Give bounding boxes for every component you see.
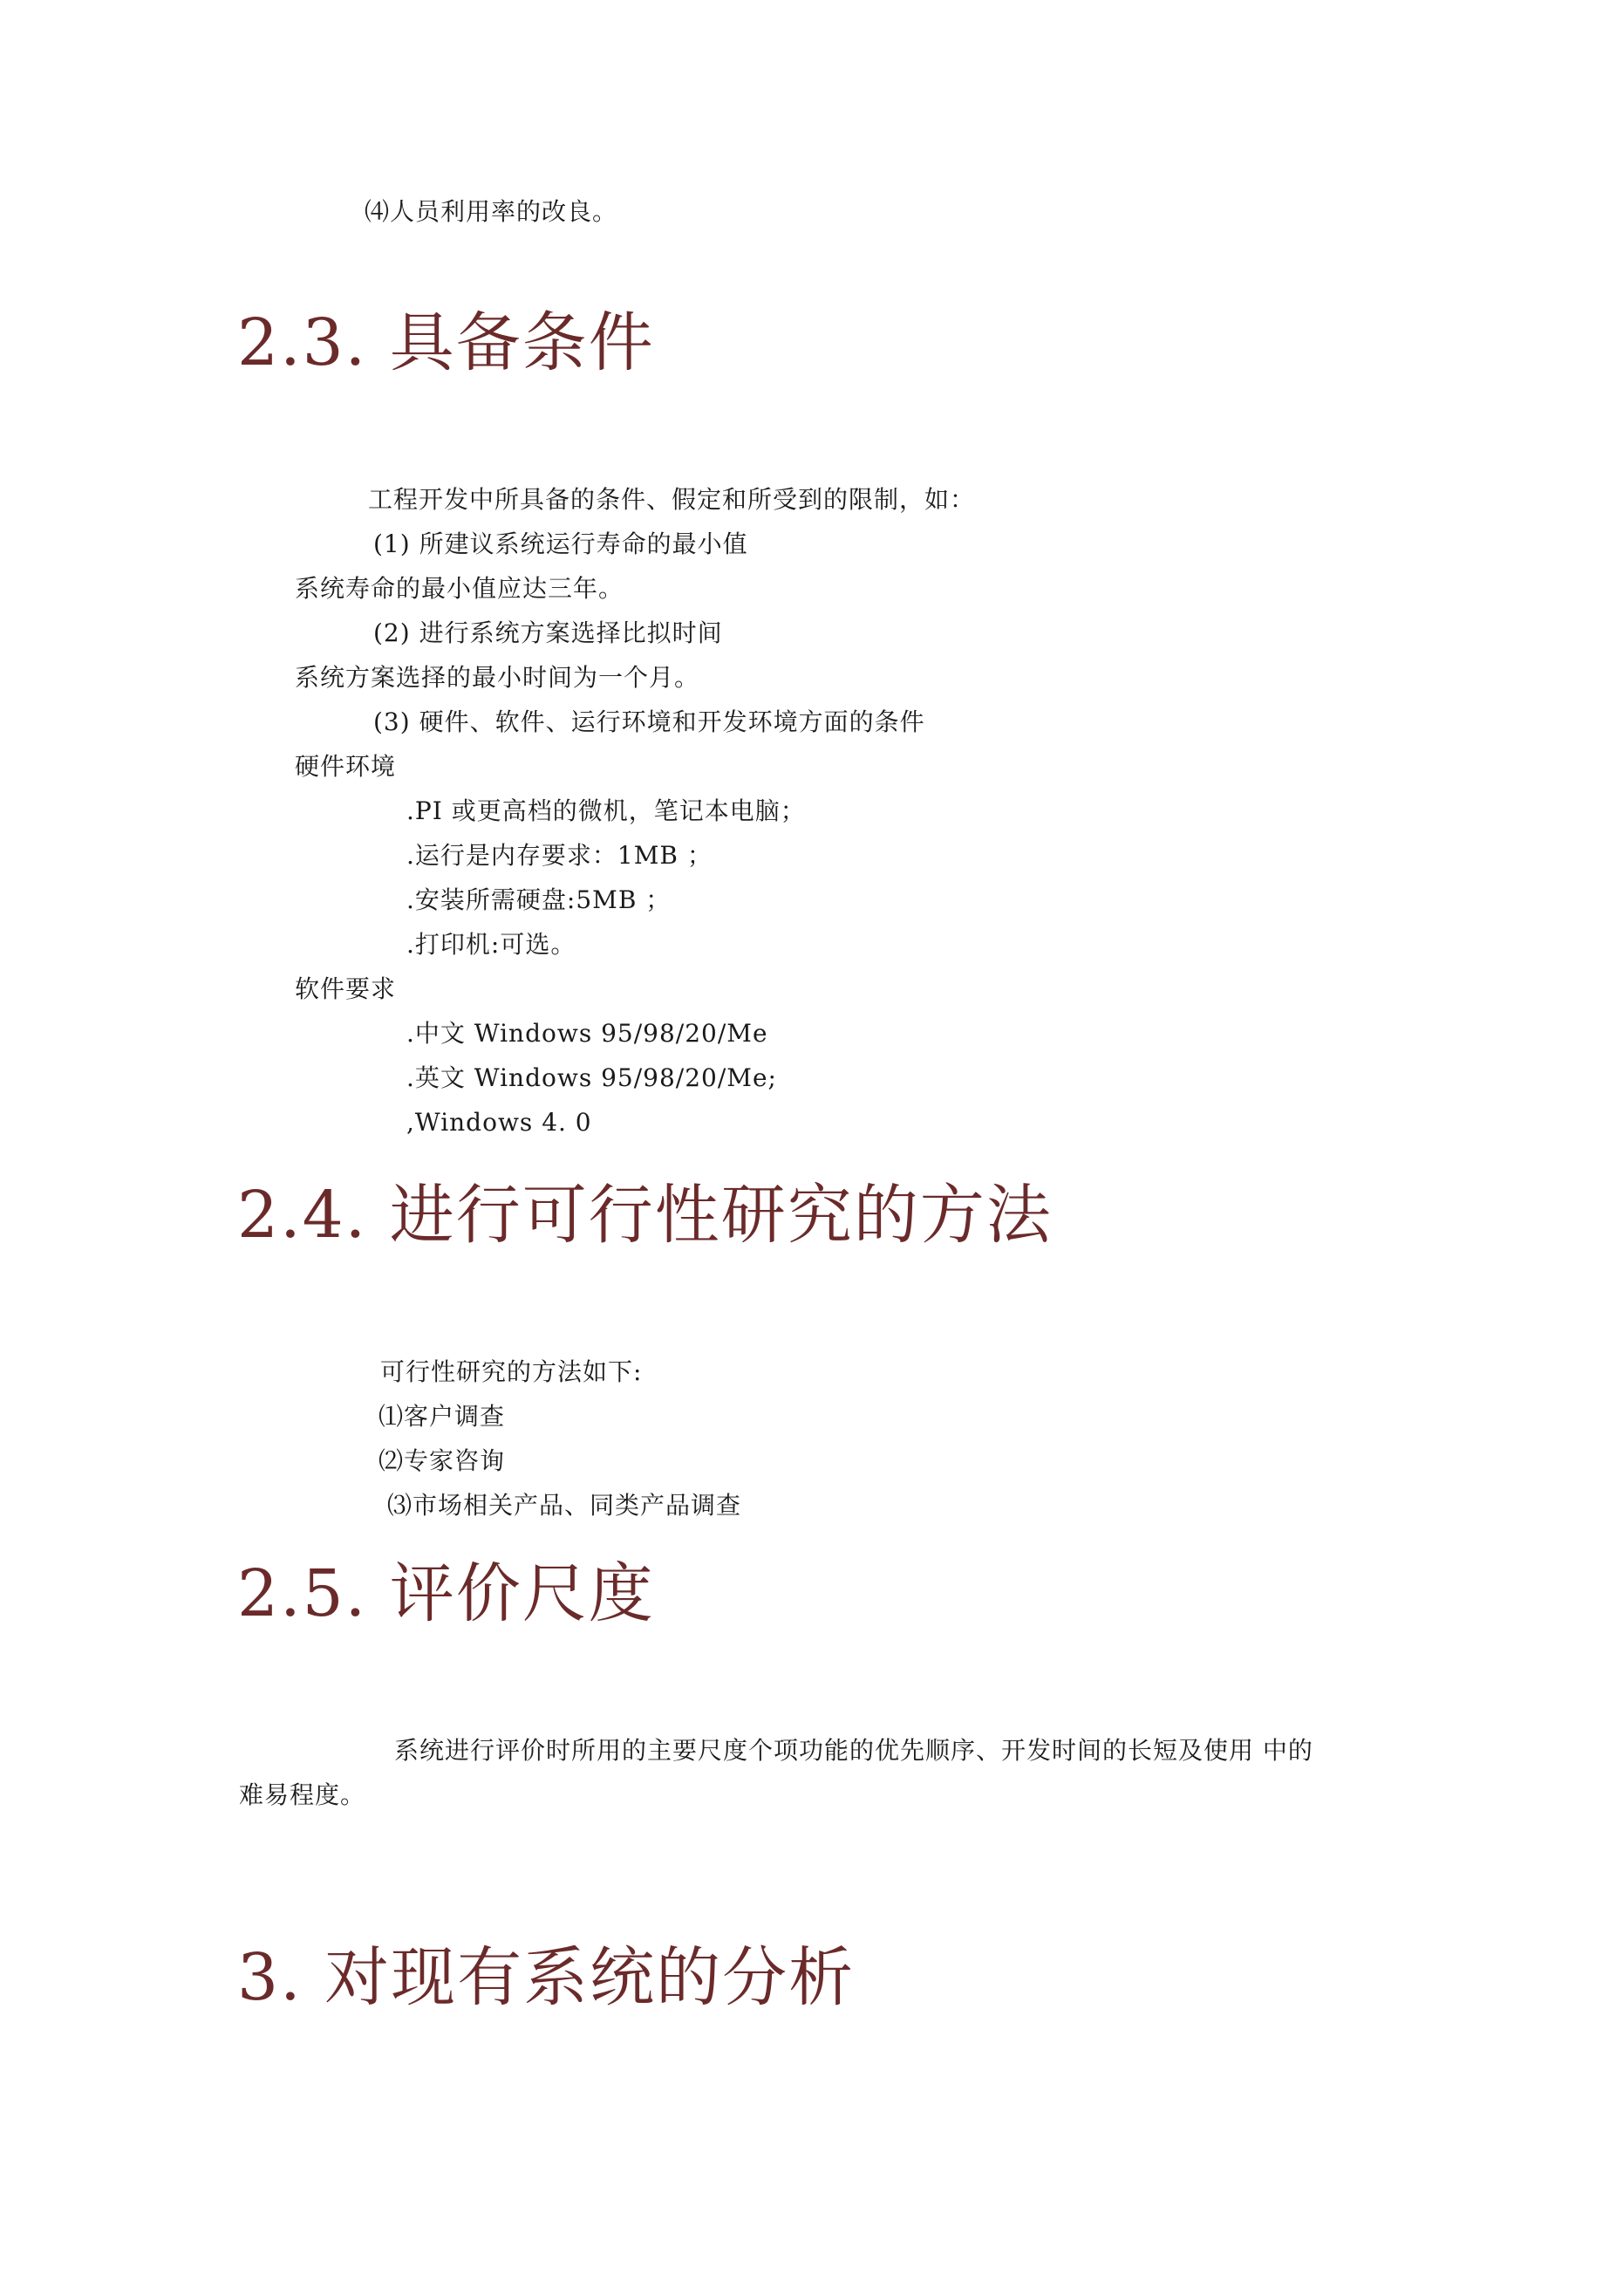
list-item-system-lifetime: (1) 所建议系统运行寿命的最小值	[373, 530, 748, 558]
heading-2-3: 2.3. 具备条件	[237, 305, 655, 380]
list-item-method: ⑴客户调查	[378, 1402, 506, 1431]
list-item-method: ⑶市场相关产品、同类产品调查	[387, 1491, 742, 1520]
hardware-item: .安装所需硬盘:5MB ；	[406, 885, 672, 914]
heading-2-4: 2.4. 进行可行性研究的方法	[237, 1178, 1053, 1253]
hardware-item: .打印机:可选。	[406, 930, 576, 959]
label-software: 软件要求	[295, 974, 397, 1003]
list-item-method: ⑵专家咨询	[378, 1446, 506, 1475]
paragraph-evaluation-line: 系统进行评价时所用的主要尺度个项功能的优先顺序、开发时间的长短及使用 中的	[394, 1736, 1313, 1765]
label-hardware: 硬件环境	[295, 752, 397, 781]
software-item: .英文 Windows 95/98/20/Me;	[406, 1063, 777, 1092]
paragraph-evaluation-line: 难易程度。	[239, 1780, 366, 1809]
paragraph-conditions-intro: 工程开发中所具备的条件、假定和所受到的限制，如：	[368, 485, 976, 514]
list-item-environment: (3) 硬件、软件、运行环境和开发环境方面的条件	[373, 707, 925, 736]
text-selection-time: 系统方案选择的最小时间为一个月。	[295, 663, 700, 692]
hardware-item: .PI 或更高档的微机，笔记本电脑；	[406, 796, 806, 825]
text-system-lifetime: 系统寿命的最小值应达三年。	[295, 574, 624, 603]
hardware-item: .运行是内存要求：1MB ；	[406, 841, 713, 870]
list-item-selection-time: (2) 进行系统方案选择比拟时间	[373, 618, 723, 647]
software-item: .中文 Windows 95/98/20/Me	[406, 1019, 768, 1048]
heading-2-5: 2.5. 评价尺度	[237, 1556, 655, 1631]
heading-3: 3. 对现有系统的分析	[237, 1940, 856, 2015]
paragraph-methods-intro: 可行性研究的方法如下:	[380, 1357, 643, 1386]
list-item-staff-utilization: ⑷人员利用率的改良。	[365, 197, 618, 226]
software-item: ,Windows 4. 0	[406, 1108, 592, 1137]
